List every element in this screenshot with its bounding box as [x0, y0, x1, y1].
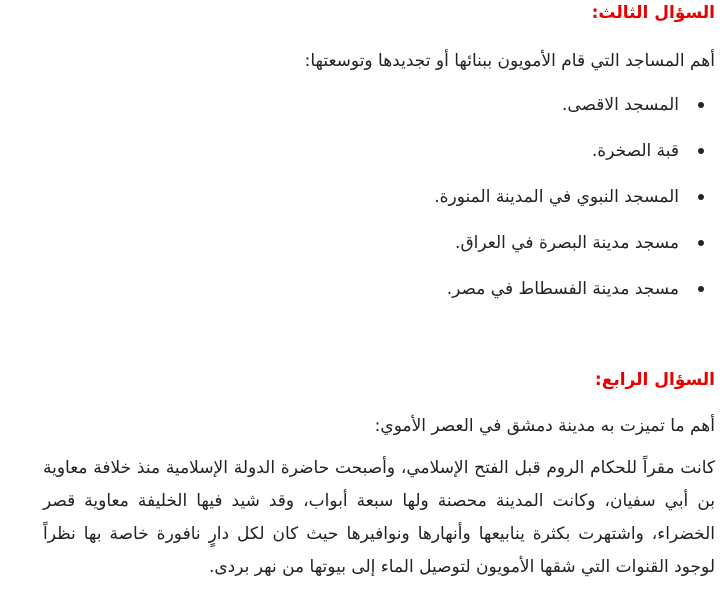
list-item-text: المسجد الاقصى.	[561, 95, 679, 115]
question-4-answer-paragraph: كانت مقراً للحكام الروم قبل الفتح الإسلامي، وأصبحت حاضرة الدولة الإسلامية منذ خلافة معاوية بن أبي سفيان، وكانت المدينة محصنة ولها سبعة أبواب، وقد شيد فيها الخليفة معاوية قصر الخضراء، واشتهرت بكثرة ينابيعها وأنهارها ونوافيرها حيث كان لكل دارٍ نافورة خاصة بها نظراً لوجود القنوات التي شقها الأمويون لتوصيل الماء إلى بيوتها من نهر بردى.	[43, 458, 715, 577]
list-item-text: مسجد مدينة البصرة في العراق.	[455, 233, 679, 253]
list-item	[0, 266, 679, 312]
list-item-text: مسجد مدينة الفسطاط في مصر.	[446, 279, 679, 299]
bullet-icon	[698, 102, 704, 108]
list-item-text: قبة الصخرة.	[591, 141, 679, 161]
bullet-icon	[698, 240, 704, 246]
question-3-title: السؤال الثالث:	[591, 3, 715, 23]
question-3-subtitle: أهم المساجد التي قام الأمويون ببنائها أو تجديدها وتوسعتها:	[304, 51, 715, 71]
question-4-title: السؤال الرابع:	[594, 370, 715, 390]
list-item	[0, 220, 679, 266]
list-item-text: المسجد النبوي في المدينة المنورة.	[434, 187, 679, 207]
bullet-icon	[698, 148, 704, 154]
list-item	[0, 128, 679, 174]
question-4-subtitle: أهم ما تميزت به مدينة دمشق في العصر الأموي:	[374, 416, 715, 436]
bullet-icon	[698, 286, 704, 292]
mosques-list	[0, 82, 715, 312]
list-item	[0, 174, 679, 220]
bullet-icon	[698, 194, 704, 200]
list-item	[0, 82, 679, 128]
